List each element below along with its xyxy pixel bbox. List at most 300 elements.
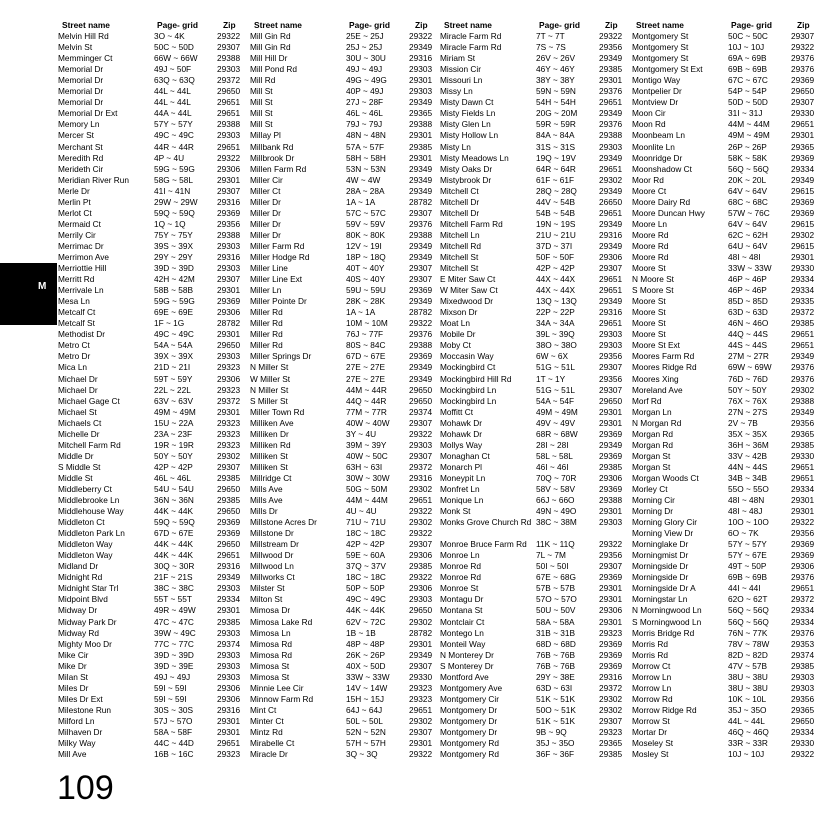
- row-street-name: Miller Rd: [250, 340, 283, 351]
- row-zip: 29349: [409, 649, 433, 660]
- index-row: [58, 396, 248, 407]
- row-page-grid: 23A ~ 23F: [154, 428, 193, 439]
- row-street-name: Mitchell Ct: [440, 185, 479, 196]
- index-row: [250, 374, 440, 385]
- row-street-name: Miller Cir: [250, 174, 283, 185]
- row-zip: 29651: [217, 738, 241, 749]
- row-zip: 29650: [217, 506, 241, 517]
- row-zip: 29349: [599, 296, 623, 307]
- row-zip: 29330: [791, 108, 815, 119]
- row-street-name: Mohawk Dr: [440, 428, 482, 439]
- index-row: [440, 219, 630, 230]
- index-row: [250, 64, 440, 75]
- row-page-grid: 30Q ~ 30R: [154, 561, 195, 572]
- index-row: [440, 252, 630, 263]
- street-index-column-3: [440, 20, 630, 760]
- row-zip: 29651: [599, 285, 623, 296]
- row-street-name: Montview Dr: [632, 97, 679, 108]
- index-row: [58, 561, 248, 572]
- row-zip: 29388: [599, 495, 623, 506]
- row-page-grid: 44C ~ 44D: [154, 738, 194, 749]
- row-zip: 29322: [409, 749, 433, 760]
- index-row: [440, 153, 630, 164]
- index-row: [632, 517, 822, 528]
- row-street-name: Memorial Dr Ext: [58, 108, 118, 119]
- row-zip: 29356: [599, 550, 623, 561]
- row-street-name: Memminger Ct: [58, 53, 113, 64]
- row-page-grid: 3Q ~ 3Q: [346, 749, 378, 760]
- row-zip: 29349: [409, 240, 433, 251]
- index-row: [440, 672, 630, 683]
- index-row: [58, 617, 248, 628]
- row-page-grid: 77M ~ 77R: [346, 406, 387, 417]
- row-zip: 29323: [217, 439, 241, 450]
- index-row: [250, 716, 440, 727]
- row-page-grid: 49C ~ 49C: [154, 329, 194, 340]
- index-row: [440, 639, 630, 650]
- index-row: [250, 186, 440, 197]
- row-page-grid: 34B ~ 34B: [728, 472, 767, 483]
- row-street-name: S Middle St: [58, 461, 101, 472]
- row-page-grid: 28I ~ 28I: [536, 439, 569, 450]
- row-page-grid: 59I ~ 59I: [154, 682, 187, 693]
- index-row: [440, 230, 630, 241]
- row-page-grid: 49J ~ 49J: [346, 64, 383, 75]
- row-zip: 29307: [217, 42, 241, 53]
- row-page-grid: 46N ~ 46O: [728, 318, 769, 329]
- row-page-grid: 4P ~ 4U: [154, 152, 185, 163]
- row-street-name: Millen Farm Rd: [250, 163, 307, 174]
- row-zip: 29349: [791, 351, 815, 362]
- row-page-grid: 55T ~ 55T: [154, 594, 192, 605]
- row-page-grid: 35J ~ 35O: [536, 738, 575, 749]
- index-row: [632, 186, 822, 197]
- row-street-name: Moore St: [632, 318, 666, 329]
- row-page-grid: 39D ~ 39E: [154, 660, 194, 671]
- row-zip: 29369: [217, 296, 241, 307]
- index-row: [58, 274, 248, 285]
- row-zip: 29376: [409, 218, 433, 229]
- index-row: [250, 197, 440, 208]
- row-page-grid: 44M ~ 44M: [728, 119, 770, 130]
- row-page-grid: 4U ~ 4U: [346, 506, 377, 517]
- row-zip: 29323: [409, 682, 433, 693]
- row-zip: 29349: [409, 373, 433, 384]
- row-street-name: Moore St: [632, 296, 666, 307]
- row-zip: 29650: [409, 605, 433, 616]
- row-zip: 29369: [217, 517, 241, 528]
- index-row: [632, 550, 822, 561]
- row-page-grid: 56Q ~ 56Q: [728, 163, 769, 174]
- row-zip: 29302: [599, 693, 623, 704]
- row-zip: 29301: [599, 417, 623, 428]
- row-street-name: Mimosa St: [250, 660, 290, 671]
- row-street-name: Mill Rd: [250, 75, 276, 86]
- row-zip: 29374: [409, 406, 433, 417]
- row-zip: 29307: [217, 274, 241, 285]
- index-row: [632, 705, 822, 716]
- row-street-name: Morrow St: [632, 715, 670, 726]
- row-page-grid: 36H ~ 36M: [728, 439, 769, 450]
- header-zip: Zip: [223, 20, 236, 30]
- index-row: [58, 197, 248, 208]
- row-zip: 29330: [409, 671, 433, 682]
- row-page-grid: 50G ~ 50M: [346, 483, 388, 494]
- row-street-name: Missy Ln: [440, 86, 473, 97]
- row-street-name: Metro Ct: [58, 340, 90, 351]
- row-page-grid: 63D ~ 63I: [536, 682, 573, 693]
- row-street-name: Montgomery Rd: [440, 738, 500, 749]
- row-zip: 29356: [791, 693, 815, 704]
- index-row: [58, 31, 248, 42]
- row-street-name: Mitchell Dr: [440, 207, 480, 218]
- index-row: [58, 528, 248, 539]
- row-street-name: Meridian River Run: [58, 174, 130, 185]
- index-row: [632, 561, 822, 572]
- row-street-name: Mill Pond Rd: [250, 64, 298, 75]
- row-zip: 29369: [599, 483, 623, 494]
- row-page-grid: 46P ~ 46P: [728, 274, 767, 285]
- row-street-name: Midway Dr: [58, 605, 98, 616]
- row-street-name: Miller Ct: [250, 185, 281, 196]
- index-row: [58, 650, 248, 661]
- row-street-name: Montclair Ct: [440, 616, 485, 627]
- index-row: [632, 495, 822, 506]
- index-row: [250, 164, 440, 175]
- row-page-grid: 57W ~ 76C: [728, 207, 770, 218]
- row-page-grid: 31I ~ 31J: [728, 108, 763, 119]
- row-zip: 29334: [791, 727, 815, 737]
- row-zip: 29322: [217, 152, 241, 163]
- row-page-grid: 30S ~ 30S: [154, 704, 193, 715]
- row-zip: 29307: [599, 384, 623, 395]
- index-row: [440, 539, 630, 550]
- row-zip: 29615: [791, 218, 815, 229]
- row-street-name: Mill Gin Rd: [250, 42, 291, 53]
- row-page-grid: 57A ~ 57F: [346, 141, 385, 152]
- row-street-name: S Morningwood Ln: [632, 616, 702, 627]
- index-row: [632, 219, 822, 230]
- row-zip: 29349: [409, 163, 433, 174]
- row-zip: 29349: [409, 42, 433, 53]
- index-row: [250, 473, 440, 484]
- row-page-grid: 4W ~ 4W: [346, 174, 381, 185]
- row-page-grid: 54H ~ 54H: [536, 97, 576, 108]
- row-street-name: Morgan St: [632, 461, 671, 472]
- row-page-grid: 69B ~ 69B: [728, 572, 767, 583]
- index-row: [440, 605, 630, 616]
- row-street-name: Mortar Dr: [632, 727, 668, 737]
- row-page-grid: 33W ~ 33W: [728, 263, 772, 274]
- row-zip: 29322: [409, 572, 433, 583]
- row-page-grid: 54B ~ 54B: [536, 207, 575, 218]
- row-street-name: Michaels Ct: [58, 417, 102, 428]
- index-row: [632, 617, 822, 628]
- row-zip: 29334: [791, 605, 815, 616]
- index-row: [632, 650, 822, 661]
- row-zip: 29334: [791, 163, 815, 174]
- row-street-name: Milan St: [58, 671, 88, 682]
- row-street-name: Monroe Ln: [440, 550, 480, 561]
- row-page-grid: 10J ~ 10J: [728, 42, 765, 53]
- row-street-name: Milton St: [250, 594, 283, 605]
- row-zip: 29316: [599, 229, 623, 240]
- row-zip: 29307: [791, 97, 815, 108]
- index-row: [250, 738, 440, 749]
- row-zip: 29322: [409, 528, 433, 539]
- row-street-name: Millstone Acres Dr: [250, 517, 317, 528]
- row-page-grid: 7T ~ 7T: [536, 31, 565, 42]
- row-street-name: Montgomery St Ext: [632, 64, 703, 75]
- row-zip: 29330: [791, 263, 815, 274]
- row-page-grid: 19R ~ 19R: [154, 439, 194, 450]
- row-page-grid: 50P ~ 50P: [346, 583, 385, 594]
- index-row: [250, 672, 440, 683]
- row-street-name: Misty Ln: [440, 141, 471, 152]
- row-street-name: Morning Cir: [632, 495, 675, 506]
- row-page-grid: 59T ~ 59Y: [154, 373, 193, 384]
- index-row: [632, 605, 822, 616]
- index-row: [632, 153, 822, 164]
- row-street-name: Mill Ave: [58, 749, 87, 760]
- row-page-grid: 54A ~ 54A: [154, 340, 193, 351]
- row-page-grid: 67D ~ 67E: [346, 351, 386, 362]
- row-page-grid: 25E ~ 25J: [346, 31, 384, 42]
- index-row: [250, 119, 440, 130]
- row-zip: 29385: [791, 660, 815, 671]
- row-zip: 29651: [791, 583, 815, 594]
- row-street-name: Morris Rd: [632, 638, 668, 649]
- row-page-grid: 57O ~ 57O: [536, 594, 577, 605]
- index-row: [58, 440, 248, 451]
- index-row: [250, 661, 440, 672]
- index-row: [250, 594, 440, 605]
- row-page-grid: 61F ~ 61F: [536, 174, 575, 185]
- row-street-name: Meredith Rd: [58, 152, 104, 163]
- row-zip: 29306: [409, 583, 433, 594]
- index-row: [250, 572, 440, 583]
- index-row: [58, 550, 248, 561]
- row-street-name: N Morgan Rd: [632, 417, 682, 428]
- row-zip: 29369: [217, 528, 241, 539]
- index-row: [632, 583, 822, 594]
- row-page-grid: 21F ~ 21S: [154, 572, 193, 583]
- row-zip: 29322: [409, 31, 433, 42]
- row-zip: 29372: [791, 594, 815, 605]
- row-page-grid: 59V ~ 59V: [346, 218, 385, 229]
- row-page-grid: 56Q ~ 56Q: [728, 616, 769, 627]
- index-row: [58, 230, 248, 241]
- row-zip: 29385: [791, 439, 815, 450]
- index-row: [250, 296, 440, 307]
- row-zip: 29385: [217, 495, 241, 506]
- row-page-grid: 50C ~ 50C: [728, 31, 768, 42]
- index-row: [58, 153, 248, 164]
- index-row: [632, 97, 822, 108]
- row-page-grid: 1F ~ 1G: [154, 318, 185, 329]
- index-row: [250, 108, 440, 119]
- index-row: [440, 572, 630, 583]
- index-row: [58, 594, 248, 605]
- row-street-name: Methodist Dr: [58, 329, 106, 340]
- row-street-name: Miles Dr: [58, 682, 89, 693]
- row-page-grid: 7S ~ 7S: [536, 42, 566, 53]
- row-page-grid: 28K ~ 28K: [346, 296, 385, 307]
- header-page-grid: Page- grid: [539, 20, 580, 30]
- row-zip: 29303: [217, 627, 241, 638]
- index-row: [250, 241, 440, 252]
- row-page-grid: 79J ~ 79J: [346, 119, 383, 130]
- index-row: [250, 462, 440, 473]
- row-street-name: Moon Rd: [632, 119, 666, 130]
- row-zip: 29301: [599, 594, 623, 605]
- row-page-grid: 58A ~ 58F: [154, 727, 193, 737]
- row-street-name: Miller Hodge Rd: [250, 251, 310, 262]
- row-zip: 29323: [217, 362, 241, 373]
- index-row: [58, 351, 248, 362]
- row-street-name: Miller Farm Rd: [250, 240, 305, 251]
- index-row: [632, 374, 822, 385]
- row-zip: 29303: [217, 351, 241, 362]
- row-street-name: Miller Rd: [250, 318, 283, 329]
- row-page-grid: 39M ~ 39Y: [346, 439, 387, 450]
- row-page-grid: 64R ~ 64R: [536, 163, 576, 174]
- row-zip: 29306: [217, 307, 241, 318]
- index-row: [440, 53, 630, 64]
- row-zip: 29301: [217, 727, 241, 737]
- row-zip: 29349: [599, 240, 623, 251]
- index-row: [440, 42, 630, 53]
- row-page-grid: 70Q ~ 70R: [536, 472, 577, 483]
- row-street-name: Middlehouse Way: [58, 506, 124, 517]
- row-zip: 29307: [599, 263, 623, 274]
- row-page-grid: 27E ~ 27E: [346, 362, 385, 373]
- row-street-name: N Monterey Dr: [440, 649, 494, 660]
- row-street-name: Memorial Dr: [58, 97, 104, 108]
- index-row: [440, 75, 630, 86]
- index-row: [440, 362, 630, 373]
- row-zip: 29615: [791, 240, 815, 251]
- row-street-name: Mission Cir: [440, 64, 482, 75]
- row-page-grid: 68R ~ 68W: [536, 428, 578, 439]
- row-street-name: Mintz Rd: [250, 727, 283, 737]
- row-street-name: Monique Ln: [440, 495, 484, 506]
- row-zip: 29316: [217, 251, 241, 262]
- index-row: [632, 694, 822, 705]
- index-row: [250, 484, 440, 495]
- row-page-grid: 44A ~ 44L: [154, 108, 192, 119]
- header-street-name: Street name: [636, 20, 684, 30]
- row-street-name: Mint Ct: [250, 704, 277, 715]
- row-page-grid: 30U ~ 30U: [346, 53, 386, 64]
- row-zip: 29303: [791, 682, 815, 693]
- index-row: [250, 683, 440, 694]
- row-street-name: Millwood Ln: [250, 561, 294, 572]
- letter-section-tab: [0, 263, 57, 325]
- index-row: [632, 716, 822, 727]
- row-street-name: Milliken St: [250, 461, 288, 472]
- index-row: [632, 396, 822, 407]
- row-page-grid: 49M ~ 49M: [154, 406, 196, 417]
- row-zip: 28782: [409, 307, 433, 318]
- row-zip: 29301: [599, 583, 623, 594]
- row-street-name: Moore St: [632, 329, 666, 340]
- index-row: [58, 407, 248, 418]
- index-row: [250, 252, 440, 263]
- row-street-name: Morningstar Ln: [632, 594, 688, 605]
- row-page-grid: 58A ~ 58A: [536, 616, 575, 627]
- row-street-name: Merrivale Ln: [58, 285, 104, 296]
- index-row: [632, 164, 822, 175]
- row-street-name: E Miter Saw Ct: [440, 274, 496, 285]
- index-row: [440, 661, 630, 672]
- row-page-grid: 25J ~ 25J: [346, 42, 383, 53]
- row-street-name: Milestone Run: [58, 704, 112, 715]
- row-zip: 29335: [791, 296, 815, 307]
- index-row: [250, 749, 440, 760]
- row-street-name: Montgomery Dr: [440, 715, 498, 726]
- row-zip: 29374: [217, 638, 241, 649]
- index-row: [58, 219, 248, 230]
- row-street-name: Morrow Ln: [632, 671, 672, 682]
- row-zip: 29301: [599, 616, 623, 627]
- row-page-grid: 48I ~ 48J: [728, 506, 763, 517]
- row-zip: 29334: [791, 483, 815, 494]
- row-street-name: Miller Rd: [250, 307, 283, 318]
- row-page-grid: 50Y ~ 50Y: [728, 384, 767, 395]
- row-page-grid: 10O ~ 10O: [728, 517, 769, 528]
- row-street-name: Mill Hill Dr: [250, 53, 288, 64]
- index-row: [58, 340, 248, 351]
- index-row: [440, 241, 630, 252]
- row-zip: 29651: [599, 163, 623, 174]
- row-street-name: Miller Rd: [250, 329, 283, 340]
- index-row: [440, 451, 630, 462]
- row-page-grid: 33R ~ 33R: [728, 738, 768, 749]
- index-row: [58, 75, 248, 86]
- index-row: [250, 506, 440, 517]
- row-zip: 28782: [217, 318, 241, 329]
- row-street-name: Mill St: [250, 97, 273, 108]
- row-page-grid: 30W ~ 30W: [346, 472, 390, 483]
- row-street-name: Millwood Dr: [250, 550, 294, 561]
- row-page-grid: 29Y ~ 29Y: [154, 251, 193, 262]
- row-page-grid: 1A ~ 1A: [346, 196, 376, 207]
- row-page-grid: 42H ~ 42M: [154, 274, 195, 285]
- row-page-grid: 22P ~ 22P: [536, 307, 575, 318]
- row-zip: 29372: [217, 395, 241, 406]
- index-row: [250, 650, 440, 661]
- row-street-name: Moore St: [632, 307, 666, 318]
- index-row: [632, 407, 822, 418]
- row-zip: 29306: [409, 550, 433, 561]
- row-zip: 29651: [409, 704, 433, 715]
- row-page-grid: 15H ~ 15J: [346, 693, 385, 704]
- row-zip: 29307: [599, 561, 623, 572]
- row-page-grid: 28Q ~ 28Q: [536, 185, 577, 196]
- row-page-grid: 62O ~ 62T: [728, 594, 768, 605]
- row-street-name: Mitchell St: [440, 251, 479, 262]
- row-street-name: Millay Pl: [250, 130, 281, 141]
- index-row: [250, 617, 440, 628]
- index-row: [250, 385, 440, 396]
- row-street-name: Mills Ave: [250, 483, 283, 494]
- row-street-name: Millworks Ct: [250, 572, 295, 583]
- row-zip: 29349: [791, 406, 815, 417]
- row-zip: 29650: [217, 340, 241, 351]
- index-row: [440, 208, 630, 219]
- row-page-grid: 76D ~ 76D: [728, 373, 768, 384]
